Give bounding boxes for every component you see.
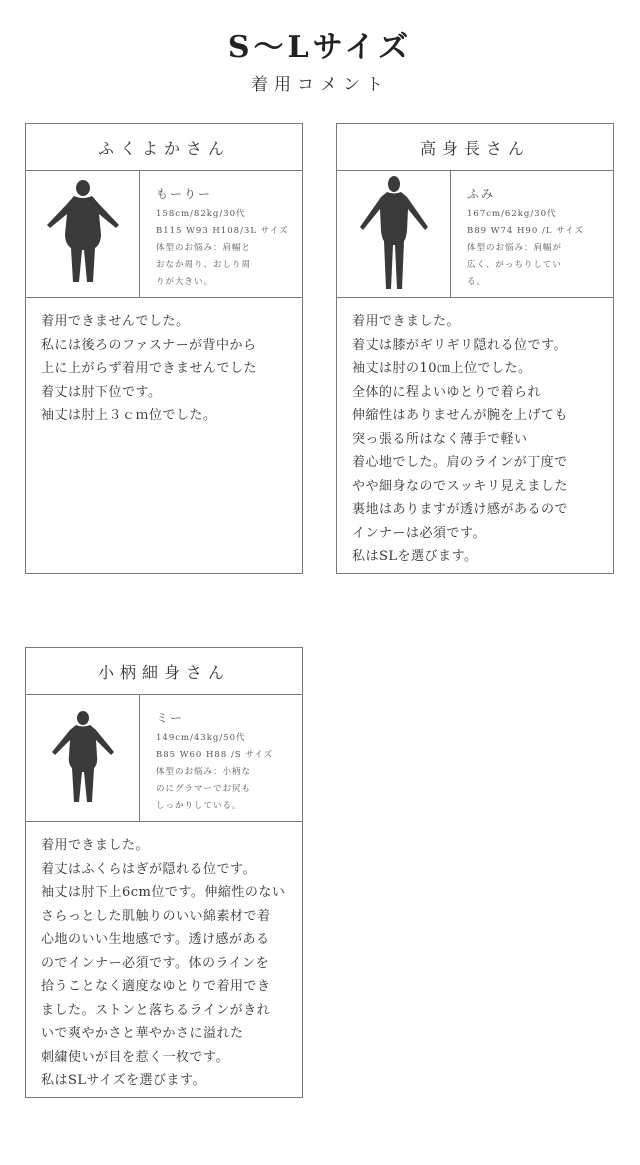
comment-line: 着用できました。 <box>352 314 461 329</box>
review-card-plump <box>25 123 303 574</box>
comment-line: 着丈は肘下位です。 <box>41 384 162 400</box>
comment-line: 拾うことなく適度なゆとりで着用でき <box>41 979 271 994</box>
review-card-petite <box>25 647 303 1098</box>
comment-line: 突っ張る所はなく薄手で軽い <box>352 431 528 447</box>
model-stats <box>156 730 292 815</box>
figure-box <box>337 171 451 297</box>
comment-line: 着丈はふくらはぎが隠れる位です。 <box>41 861 256 877</box>
profile-info <box>140 695 302 821</box>
stats-line: 158cm/82kg/30代 <box>156 209 246 219</box>
stats-line: 体型のお悩み：肩幅が <box>467 243 563 253</box>
stats-line: 167cm/62kg/30代 <box>467 209 557 219</box>
page-header <box>0 30 640 95</box>
model-name: もーりー <box>156 187 213 201</box>
comment-line: 袖丈は肘の10㎝上位でした。 <box>352 361 532 376</box>
comment-line: 着用できませんでした。 <box>41 314 190 329</box>
body-silhouette-icon <box>48 710 118 806</box>
comment-line: 心地のいい生地感です。透け感がある <box>41 932 270 947</box>
comment-line: いで爽やかさと華やかさに溢れた <box>41 1026 244 1041</box>
comment-line: ました。ストンと落ちるラインがきれ <box>41 1002 271 1018</box>
stats-line: りが大きい。 <box>156 277 214 287</box>
stats-line: 149cm/43kg/50代 <box>156 733 246 743</box>
comment-line: さらっとした肌触りのいい綿素材で着 <box>41 908 271 924</box>
comment-line: 私はSLを選びます。 <box>352 549 478 564</box>
page-subtitle: 着用コメント <box>251 75 389 95</box>
model-stats <box>156 206 292 291</box>
profile-row <box>26 171 302 298</box>
comment-line: 着丈は膝がギリギリ隠れる位です。 <box>352 337 567 353</box>
comment-line: 伸縮性はありませんが腕を上げても <box>352 408 569 423</box>
figure-box <box>26 171 140 297</box>
page-title: S～Lサイズ <box>227 30 413 65</box>
stats-line: B115 W93 H108/3L サイズ <box>156 226 289 236</box>
figure-box <box>26 695 140 821</box>
comment-line: のでインナー必須です。体のラインを <box>41 955 270 971</box>
stats-line: る。 <box>467 277 487 287</box>
stats-line: 体型のお悩み：小柄な <box>156 767 252 777</box>
profile-info <box>140 171 302 297</box>
comment-text <box>337 298 613 583</box>
stats-line: のにグラマーでお尻も <box>156 784 252 794</box>
comment-line: 私には後ろのファスナーが背中から <box>41 337 257 353</box>
comment-text <box>26 298 302 442</box>
stats-line: 広く、がっちりしてい <box>467 260 562 270</box>
profile-row <box>337 171 613 298</box>
body-silhouette-icon <box>354 175 434 293</box>
comment-line: 刺繍使いが目を惹く一枚です。 <box>41 1049 229 1065</box>
model-name: ミー <box>156 711 185 725</box>
model-name: ふみ <box>467 187 496 201</box>
card-heading: 高身長さん <box>337 124 613 171</box>
stats-line: 体型のお悩み：肩幅と <box>156 243 252 253</box>
stats-line: おなか周り、おしり周 <box>156 260 252 270</box>
comment-line: インナーは必須です。 <box>352 525 486 541</box>
body-silhouette-icon <box>43 178 123 290</box>
comment-line: 袖丈は肘上３ｃｍ位でした。 <box>41 408 217 423</box>
review-card-tall <box>336 123 614 574</box>
card-heading: 小柄細身さん <box>26 648 302 695</box>
comment-line: 上に上がらず着用できませんでした <box>41 361 258 376</box>
comment-line: やや細身なのでスッキリ見えました <box>352 478 568 494</box>
comment-text <box>26 822 302 1107</box>
comment-line: 私はSLサイズを選びます。 <box>41 1073 206 1088</box>
profile-row <box>26 695 302 822</box>
stats-line: B85 W60 H88 /S サイズ <box>156 750 274 760</box>
comment-line: 着用できました。 <box>41 838 150 853</box>
card-heading: ふくよかさん <box>26 124 302 171</box>
profile-info <box>451 171 613 297</box>
model-stats <box>467 206 603 291</box>
comment-line: 着心地でした。肩のラインが丁度で <box>352 455 568 470</box>
stats-line: しっかりしている。 <box>156 801 242 811</box>
comment-line: 袖丈は肘下上6cm位です。伸縮性のない <box>41 885 286 900</box>
comment-line: 裏地はありますが透け感があるので <box>352 502 569 517</box>
comment-line: 全体的に程よいゆとりで着られ <box>352 384 542 400</box>
stats-line: B89 W74 H90 /L サイズ <box>467 226 584 236</box>
